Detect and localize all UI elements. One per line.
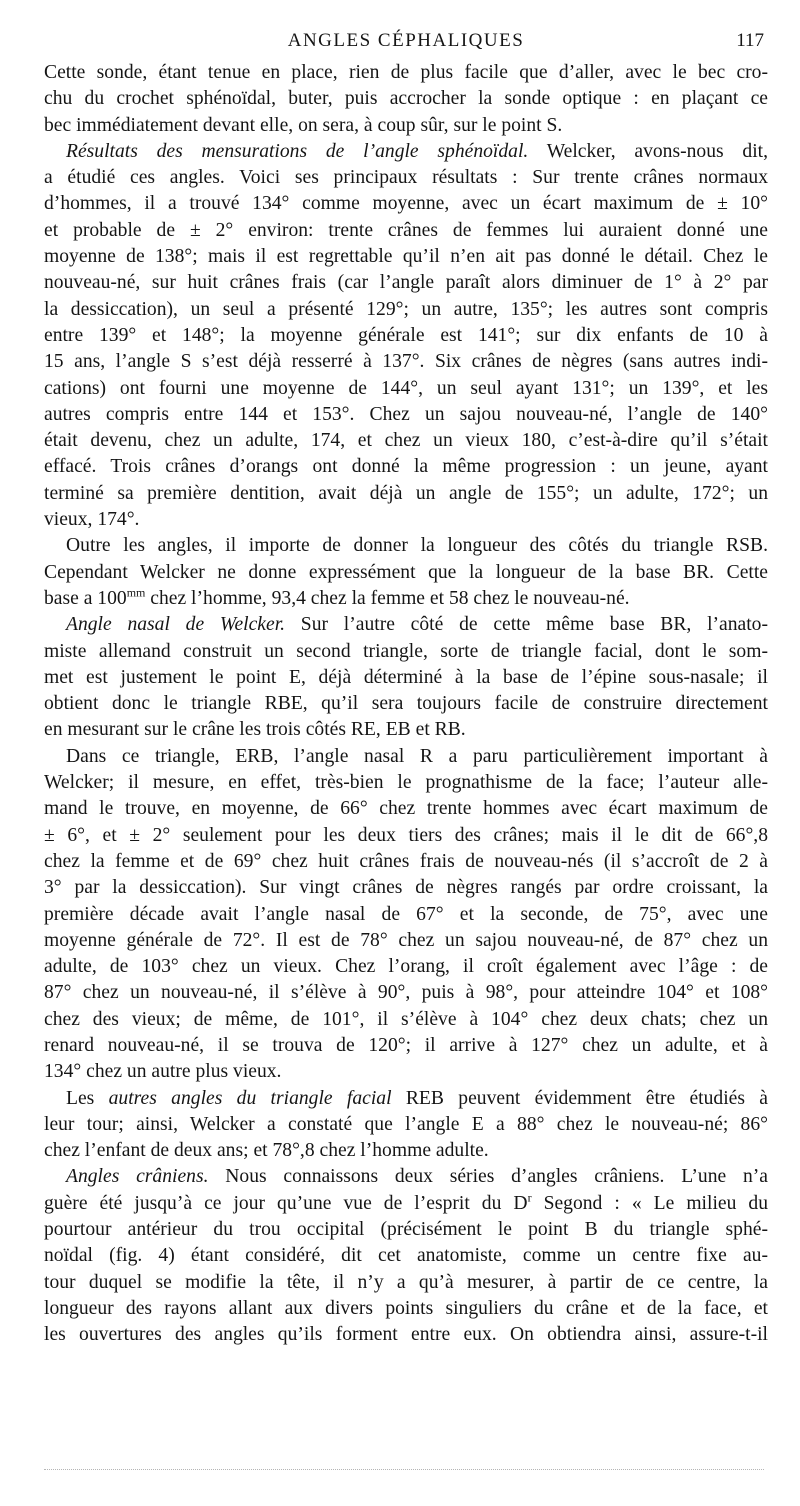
running-header xyxy=(44,30,768,58)
page xyxy=(44,30,768,1349)
text-line: 134° chez un autre plus vieux. xyxy=(44,1061,282,1083)
text-line xyxy=(44,1086,768,1112)
text-line: mand le trouve, en moyenne, de 66° chez trente hommes avec écart maximum de xyxy=(44,798,768,820)
body-text xyxy=(44,60,768,1349)
paragraph-7 xyxy=(44,1164,768,1348)
paragraph-2 xyxy=(44,139,768,533)
text-line: noïdal (fig. 4) étant considéré, dit cet anatomiste, comme un centre fixe au- xyxy=(44,1245,768,1267)
text-line: chez l’enfant de deux ans; et 78°,8 chez l’homme adulte. xyxy=(44,1140,489,1162)
text-line: terminé sa première dentition, avait déjà un angle de 155°; un adulte, 172°; un xyxy=(44,482,768,504)
text-line xyxy=(44,1164,768,1190)
text-line: d’hommes, il a trouvé 134° comme moyenne, avec un écart maximum de ± 10° xyxy=(44,193,768,215)
paragraph-4 xyxy=(44,612,768,743)
text-line: chu du crochet sphénoïdal, buter, puis accrocher la sonde optique : en plaçant ce xyxy=(44,88,768,110)
text-line: nouveau-né, sur huit crânes frais (car l’angle paraît alors diminuer de 1° à 2° par xyxy=(44,272,768,294)
section-heading: Angles crâniens. xyxy=(66,1166,209,1188)
text-line: première décade avait l’angle nasal de 67° et la seconde, de 75°, avec une xyxy=(44,903,768,925)
text-line: les ouvertures des angles qu’ils forment entre eux. On obtiendra ainsi, assure-t-il xyxy=(44,1324,768,1346)
text-line xyxy=(44,586,768,612)
text-span: Sur l’autre côté de cette même base BR, l’anato- xyxy=(285,614,768,636)
text-line: renard nouveau-né, il se trouva de 120°; il arrive à 127° chez un adulte, et à xyxy=(44,1034,768,1056)
text-line: 3° par la dessiccation). Sur vingt crânes de nègres rangés par ordre croissant, la xyxy=(44,877,768,899)
text-line: bec immédiatement devant elle, on sera, à coup sûr, sur le point S. xyxy=(44,114,563,136)
superscript: r xyxy=(527,1190,532,1205)
text-line: effacé. Trois crânes d’orangs ont donné la même progression : un jeune, ayant xyxy=(44,456,768,478)
section-heading: Résultats des mensurations de l’angle sphénoïdal. xyxy=(66,140,529,162)
text-line: autres compris entre 144 et 153°. Chez un sajou nouveau-né, l’angle de 140° xyxy=(44,403,768,425)
text-line: miste allemand construit un second triangle, sorte de triangle facial, dont le som- xyxy=(44,640,768,662)
section-heading: Angle nasal de Welcker. xyxy=(66,614,286,636)
text-line: entre 139° et 148°; la moyenne générale est 141°; sur dix enfants de 10 à xyxy=(44,324,768,346)
text-line xyxy=(44,1191,768,1217)
text-line: adulte, de 103° chez un vieux. Chez l’orang, il croît également avec l’âge : de xyxy=(44,956,768,978)
text-line: leur tour; ainsi, Welcker a constaté que l’angle E a 88° chez le nouveau-né; 86° xyxy=(44,1113,768,1135)
text-span: base a 100 xyxy=(44,587,127,609)
text-line: tour duquel se modifie la tête, il n’y a qu’à mesurer, à partir de ce centre, la xyxy=(44,1271,768,1293)
text-line: et probable de ± 2° environ: trente crânes de femmes lui auraient donné une xyxy=(44,219,768,241)
text-line: Cependant Welcker ne donne expressément que la longueur de la base BR. Cette xyxy=(44,561,768,583)
text-line: Dans ce triangle, ERB, l’angle nasal R a paru particulièrement important à xyxy=(66,745,768,767)
text-line: chez des vieux; de même, de 101°, il s’élève à 104° chez deux chats; chez un xyxy=(44,1008,768,1030)
bottom-rule xyxy=(44,1469,764,1470)
text-line: Outre les angles, il importe de donner la longueur des côtés du triangle RSB. xyxy=(66,535,768,557)
text-line: chez la femme et de 69° chez huit crânes frais de nouveau-nés (il s’accroît de 2 à xyxy=(44,850,768,872)
text-span: Nous connaissons deux séries d’angles crâniens. L’une n’a xyxy=(208,1166,768,1188)
text-span: guère été jusqu’à ce jour qu’une vue de l’esprit du D xyxy=(44,1192,528,1214)
text-line: cations) ont fourni une moyenne de 144°, un seul ayant 131°; un 139°, et les xyxy=(44,377,768,399)
text-span: Les xyxy=(66,1087,109,1109)
paragraph-3 xyxy=(44,533,768,612)
italic-phrase: autres angles du triangle facial xyxy=(108,1087,392,1109)
text-line: en mesurant sur le crâne les trois côtés RE, EB et RB. xyxy=(44,719,466,741)
text-line: moyenne de 138°; mais il est regrettable qu’il n’en ait pas donné le détail. Chez le xyxy=(44,246,768,268)
paragraph-1 xyxy=(44,60,768,139)
text-line: longueur des rayons allant aux divers points singuliers du crâne et de la face, et xyxy=(44,1297,768,1319)
text-span: Segond : « Le milieu du xyxy=(531,1192,768,1214)
text-line: Welcker; il mesure, en effet, très-bien le prognathisme de la face; l’auteur alle- xyxy=(44,772,768,794)
text-line: pourtour antérieur du trou occipital (précisément le point B du triangle sphé- xyxy=(44,1219,768,1241)
text-line: obtient donc le triangle RBE, qu’il sera toujours facile de construire directement xyxy=(44,693,768,715)
text-line: était devenu, chez un adulte, 174, et chez un vieux 180, c’est-à-dire qu’il s’était xyxy=(44,430,768,452)
text-line: la dessiccation), un seul a présenté 129°; un autre, 135°; les autres sont compris xyxy=(44,298,768,320)
text-line: ± 6°, et ± 2° seulement pour les deux tiers des crânes; mais il le dit de 66°,8 xyxy=(44,824,768,846)
page-number: 117 xyxy=(736,30,764,51)
superscript: mm xyxy=(126,585,146,600)
running-title: ANGLES CÉPHALIQUES xyxy=(287,30,525,51)
paragraph-6 xyxy=(44,1086,768,1165)
text-line: a étudié ces angles. Voici ses principaux résultats : Sur trente crânes normaux xyxy=(44,167,768,189)
text-line: vieux, 174°. xyxy=(44,509,140,531)
text-line xyxy=(44,139,768,165)
text-line: met est justement le point E, déjà déterminé à la base de l’épine sous-nasale; il xyxy=(44,666,768,688)
text-line: Cette sonde, étant tenue en place, rien de plus facile que d’aller, avec le bec cro- xyxy=(44,62,768,83)
text-line xyxy=(44,612,768,638)
text-line: 15 ans, l’angle S s’est déjà resserré à 137°. Six crânes de nègres (sans autres indi- xyxy=(44,351,768,373)
paragraph-5 xyxy=(44,744,768,1086)
text-line: moyenne générale de 72°. Il est de 78° chez un sajou nouveau-né, de 87° chez un xyxy=(44,929,768,951)
text-span: REB peuvent évidemment être étudiés à xyxy=(391,1087,768,1109)
text-span: Welcker, avons-nous dit, xyxy=(528,140,768,162)
text-line: 87° chez un nouveau-né, il s’élève à 90°, puis à 98°, pour atteindre 104° et 108° xyxy=(44,982,768,1004)
text-span: chez l’homme, 93,4 chez la femme et 58 chez le nouveau-né. xyxy=(145,587,630,609)
